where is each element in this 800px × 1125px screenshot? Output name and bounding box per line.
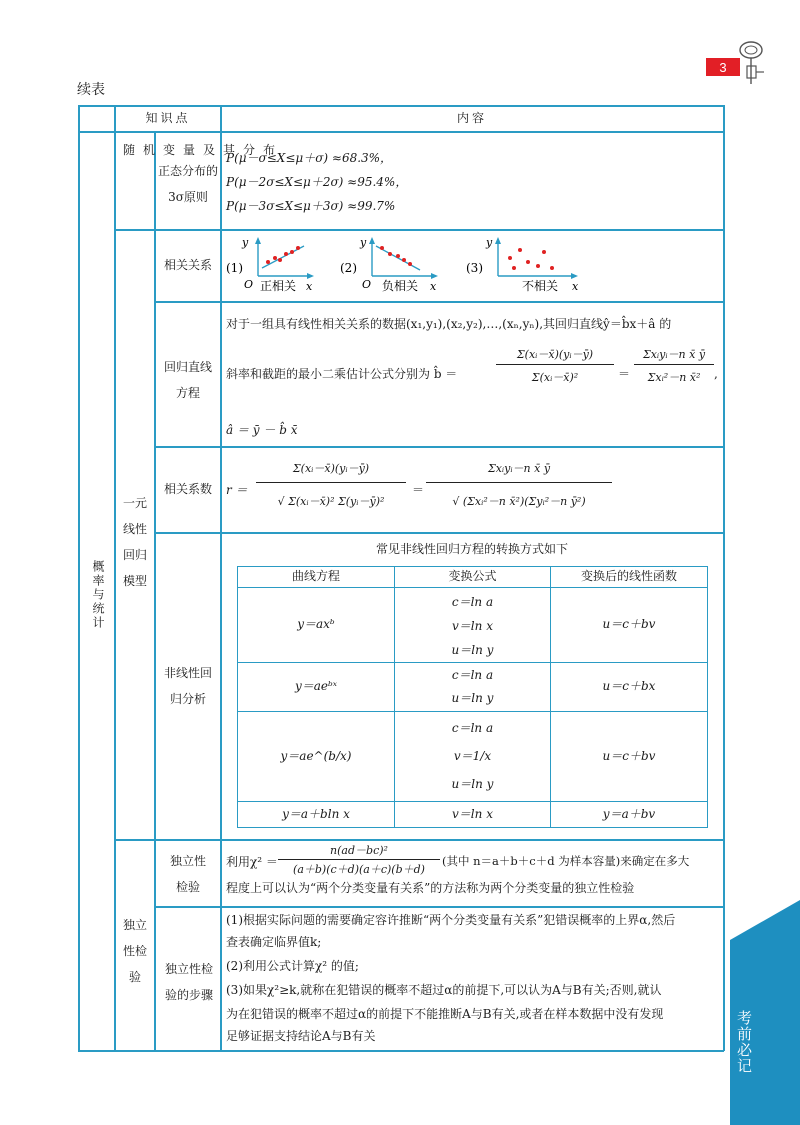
line-eq-intro: 对于一组具有线性相关关系的数据(x₁,y₁),(x₂,y₂),…,(xₙ,yₙ),其回归直线ŷ＝b̂x＋â 的 — [226, 317, 672, 331]
nl-row1-transform — [395, 590, 550, 662]
normal-line-3: P(μ－3σ≤X≤μ＋3σ) ≈99.7% — [226, 199, 396, 213]
nl-row3-t1: c＝ln a — [451, 721, 494, 735]
rule — [154, 906, 724, 908]
regression-category: 一元线性回归模型 — [122, 496, 147, 588]
nl-row2-curve: y＝aeᵇˣ — [294, 679, 338, 694]
independence-steps-topic: 独立性检验的步骤 — [164, 962, 213, 1002]
nl-row3-curve: y＝ae^(b/x) — [280, 748, 352, 763]
nl-row3-transform — [395, 714, 550, 798]
nl-row3-t3: u＝ln y — [451, 777, 494, 791]
independence-test-post: (其中 n＝a＋b＋c＋d 为样本容量)来确定在多大 — [442, 854, 690, 868]
svg-text:负相关: 负相关 — [382, 279, 419, 293]
head-content: 内容 — [456, 110, 487, 125]
nl-row1-curve: y＝axᵇ — [297, 617, 335, 632]
independence-test-line2: 程度上可以认为“两个分类变量有关系”的方法称为两个分类变量的独立性检验 — [226, 881, 635, 895]
nl-row2-t2: u＝ln y — [451, 691, 494, 705]
svg-text:(3): (3) — [466, 261, 483, 275]
line-eq-frac1-den: Σ(xᵢ－x̄)² — [531, 371, 579, 384]
nl-row1-t2: v＝ln x — [452, 619, 493, 633]
nl-row4-curve: y＝a＋bln x — [282, 806, 350, 821]
line-eq-topic: 回归直线方程 — [163, 360, 212, 400]
steps-line-3: (2)利用公式计算χ² 的值; — [226, 959, 359, 973]
nl-row2-t1: c＝ln a — [451, 668, 494, 682]
rule — [114, 105, 116, 1051]
coef-frac1 — [256, 460, 406, 509]
line-eq-frac2 — [634, 346, 714, 385]
chi-square-den: (a＋b)(c＋d)(a＋c)(b＋d) — [293, 863, 425, 876]
nl-row2-linear: u＝c＋bx — [602, 679, 656, 694]
rule — [78, 1050, 724, 1052]
normal-line-2: P(μ－2σ≤X≤μ＋2σ) ≈95.4%， — [226, 175, 408, 189]
normal-line-1: P(μ－σ≤X≤μ＋σ) ≈68.3%， — [226, 151, 393, 165]
nl-head-linear: 变换后的线性函数 — [580, 569, 677, 584]
svg-text:不相关: 不相关 — [522, 279, 559, 293]
plot1-index: (1) — [226, 261, 243, 275]
svg-text:正相关: 正相关 — [260, 279, 297, 293]
nl-row1-t1: c＝ln a — [451, 595, 494, 609]
rule — [723, 105, 725, 1051]
nl-row3-linear: u＝c＋bv — [602, 748, 656, 763]
chi-square-fraction — [278, 842, 440, 877]
normal-topic: 正态分布的3σ原则 — [158, 164, 219, 204]
svg-text:x: x — [306, 280, 313, 293]
coef-num1: Σ(xᵢ－x̄)(yᵢ－ȳ) — [292, 462, 370, 475]
coef-r-label: r ＝ — [226, 483, 248, 497]
nl-head-transform: 变换公式 — [448, 569, 497, 584]
svg-text:y: y — [242, 236, 249, 249]
chi-square-num: n(ad－bc)² — [330, 844, 388, 857]
steps-line-6: 足够证据支持结论A与B有关 — [226, 1029, 376, 1043]
rule — [78, 131, 724, 133]
svg-text:x: x — [572, 280, 579, 293]
side-tab-label: 考前必记 — [735, 1010, 753, 1074]
continued-label: 续表 — [77, 82, 105, 98]
rule — [154, 532, 724, 534]
rule — [114, 839, 724, 841]
page-number: 3 — [719, 59, 727, 75]
line-eq-a-hat: â ＝ ȳ － b̂ x̄ — [226, 423, 298, 437]
line-eq-frac1 — [496, 346, 614, 385]
coef-eq: ＝ — [412, 483, 425, 497]
line-eq-frac2-num: Σxᵢyᵢ－n x̄ ȳ — [642, 348, 706, 361]
independence-test-pre: 利用χ² ＝ — [226, 855, 278, 869]
nl-row2-transform — [395, 664, 550, 710]
head-knowledge-point: 知识点 — [145, 110, 191, 125]
normal-category: 随机变量及其分布 — [123, 143, 284, 157]
steps-line-4: (3)如果χ²≥k,就称在犯错误的概率不超过α的前提下,可以认为A与B有关;否则,就认 — [226, 983, 662, 997]
coef-frac2 — [426, 460, 612, 509]
independence-test-topic: 独立性检验 — [169, 854, 206, 894]
steps-line-5: 为在犯错误的概率不超过α的前提下不能推断A与B有关,或者在样本数据中没有发现 — [226, 1007, 664, 1021]
nonlinear-title: 常见非线性回归方程的转换方式如下 — [375, 542, 568, 557]
line-eq-tail: , — [714, 367, 718, 381]
pushpin-icon — [736, 40, 770, 88]
svg-text:y: y — [360, 236, 367, 249]
svg-text:x: x — [430, 280, 437, 293]
rule — [78, 105, 80, 1051]
nl-row1-linear: u＝c＋bv — [602, 617, 656, 632]
line-eq-intro2: 斜率和截距的最小二乘估计公式分别为 b̂ ＝ — [226, 367, 458, 381]
correlation-diagrams — [222, 232, 722, 300]
line-eq-eq: ＝ — [618, 367, 631, 381]
svg-text:O: O — [244, 278, 254, 291]
correlation-topic: 相关关系 — [163, 258, 212, 273]
coef-num2: Σxᵢyᵢ－n x̄ ȳ — [487, 462, 551, 475]
coef-den1: √ Σ(xᵢ－x̄)² Σ(yᵢ－ȳ)² — [277, 495, 385, 508]
nl-row4-linear: y＝a＋bv — [602, 806, 656, 821]
independence-category: 独立性检验 — [122, 918, 147, 984]
coef-den2: √ (Σxᵢ²－n x̄²)(Σyᵢ²－n ȳ²) — [452, 495, 586, 508]
line-eq-frac1-num: Σ(xᵢ－x̄)(yᵢ－ȳ) — [516, 348, 594, 361]
coef-topic: 相关系数 — [163, 482, 212, 497]
steps-line-1: (1)根据实际问题的需要确定容许推断“两个分类变量有关系”犯错误概率的上界α,然后 — [226, 913, 676, 927]
group-label: 概率与统计 — [91, 560, 105, 630]
page-number-badge — [706, 58, 740, 76]
nl-row4-transform: v＝ln x — [452, 806, 493, 821]
nl-head-curve: 曲线方程 — [291, 569, 340, 584]
nonlinear-topic: 非线性回归分析 — [163, 666, 212, 706]
steps-line-2: 查表确定临界值k; — [226, 935, 322, 949]
nl-row3-t2: v＝1/x — [453, 749, 492, 763]
svg-text:y: y — [486, 236, 493, 249]
svg-text:O: O — [362, 278, 372, 291]
svg-text:(2): (2) — [340, 261, 357, 275]
nl-row1-t3: u＝ln y — [451, 643, 494, 657]
rule — [154, 446, 724, 448]
rule — [154, 301, 724, 303]
line-eq-frac2-den: Σxᵢ²－n x̄² — [647, 371, 701, 384]
